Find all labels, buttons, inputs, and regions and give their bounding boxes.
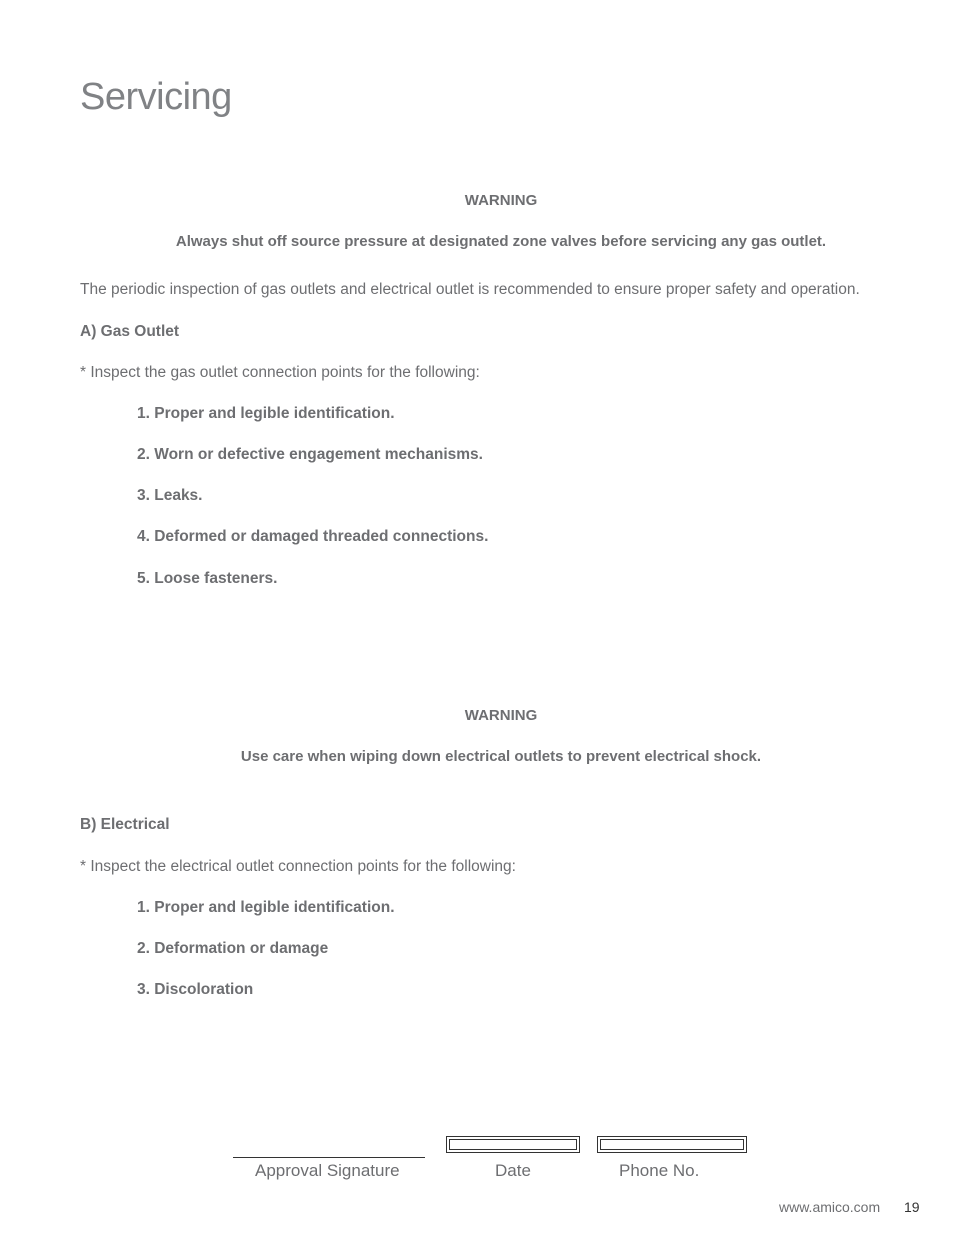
electrical-item: 2. Deformation or damage xyxy=(137,940,329,957)
date-label: Date xyxy=(495,1161,531,1180)
section-heading-electrical: B) Electrical xyxy=(80,816,170,833)
gas-outlet-instruction: * Inspect the gas outlet connection points for the following: xyxy=(80,364,480,381)
gas-outlet-item: 3. Leaks. xyxy=(137,487,203,504)
footer-url: www.amico.com xyxy=(779,1199,881,1215)
gas-outlet-item: 2. Worn or defective engagement mechanisms. xyxy=(137,446,483,463)
electrical-item: 3. Discoloration xyxy=(137,981,254,998)
page-number: 19 xyxy=(904,1199,920,1215)
intro-paragraph: The periodic inspection of gas outlets and electrical outlet is recommended to ensure proper safety and operation. xyxy=(80,281,860,298)
gas-outlet-item: 5. Loose fasteners. xyxy=(137,570,278,587)
phone-field[interactable] xyxy=(597,1136,747,1153)
electrical-instruction: * Inspect the electrical outlet connection points for the following: xyxy=(80,858,516,875)
section-heading-gas-outlet: A) Gas Outlet xyxy=(80,323,180,340)
warning-heading-electrical: WARNING xyxy=(464,707,538,724)
warning-text-gas: Always shut off source pressure at designated zone valves before servicing any gas outlet. xyxy=(175,233,827,250)
gas-outlet-item: 1. Proper and legible identification. xyxy=(137,405,395,422)
warning-heading-gas: WARNING xyxy=(464,192,538,209)
date-field[interactable] xyxy=(446,1136,580,1153)
gas-outlet-item: 4. Deformed or damaged threaded connections. xyxy=(137,528,489,545)
signature-label: Approval Signature xyxy=(255,1161,400,1180)
phone-label: Phone No. xyxy=(619,1161,700,1180)
page-title: Servicing xyxy=(80,76,232,118)
signature-line[interactable] xyxy=(233,1157,425,1158)
warning-text-electrical: Use care when wiping down electrical outlets to prevent electrical shock. xyxy=(240,748,762,765)
electrical-item: 1. Proper and legible identification. xyxy=(137,899,395,916)
